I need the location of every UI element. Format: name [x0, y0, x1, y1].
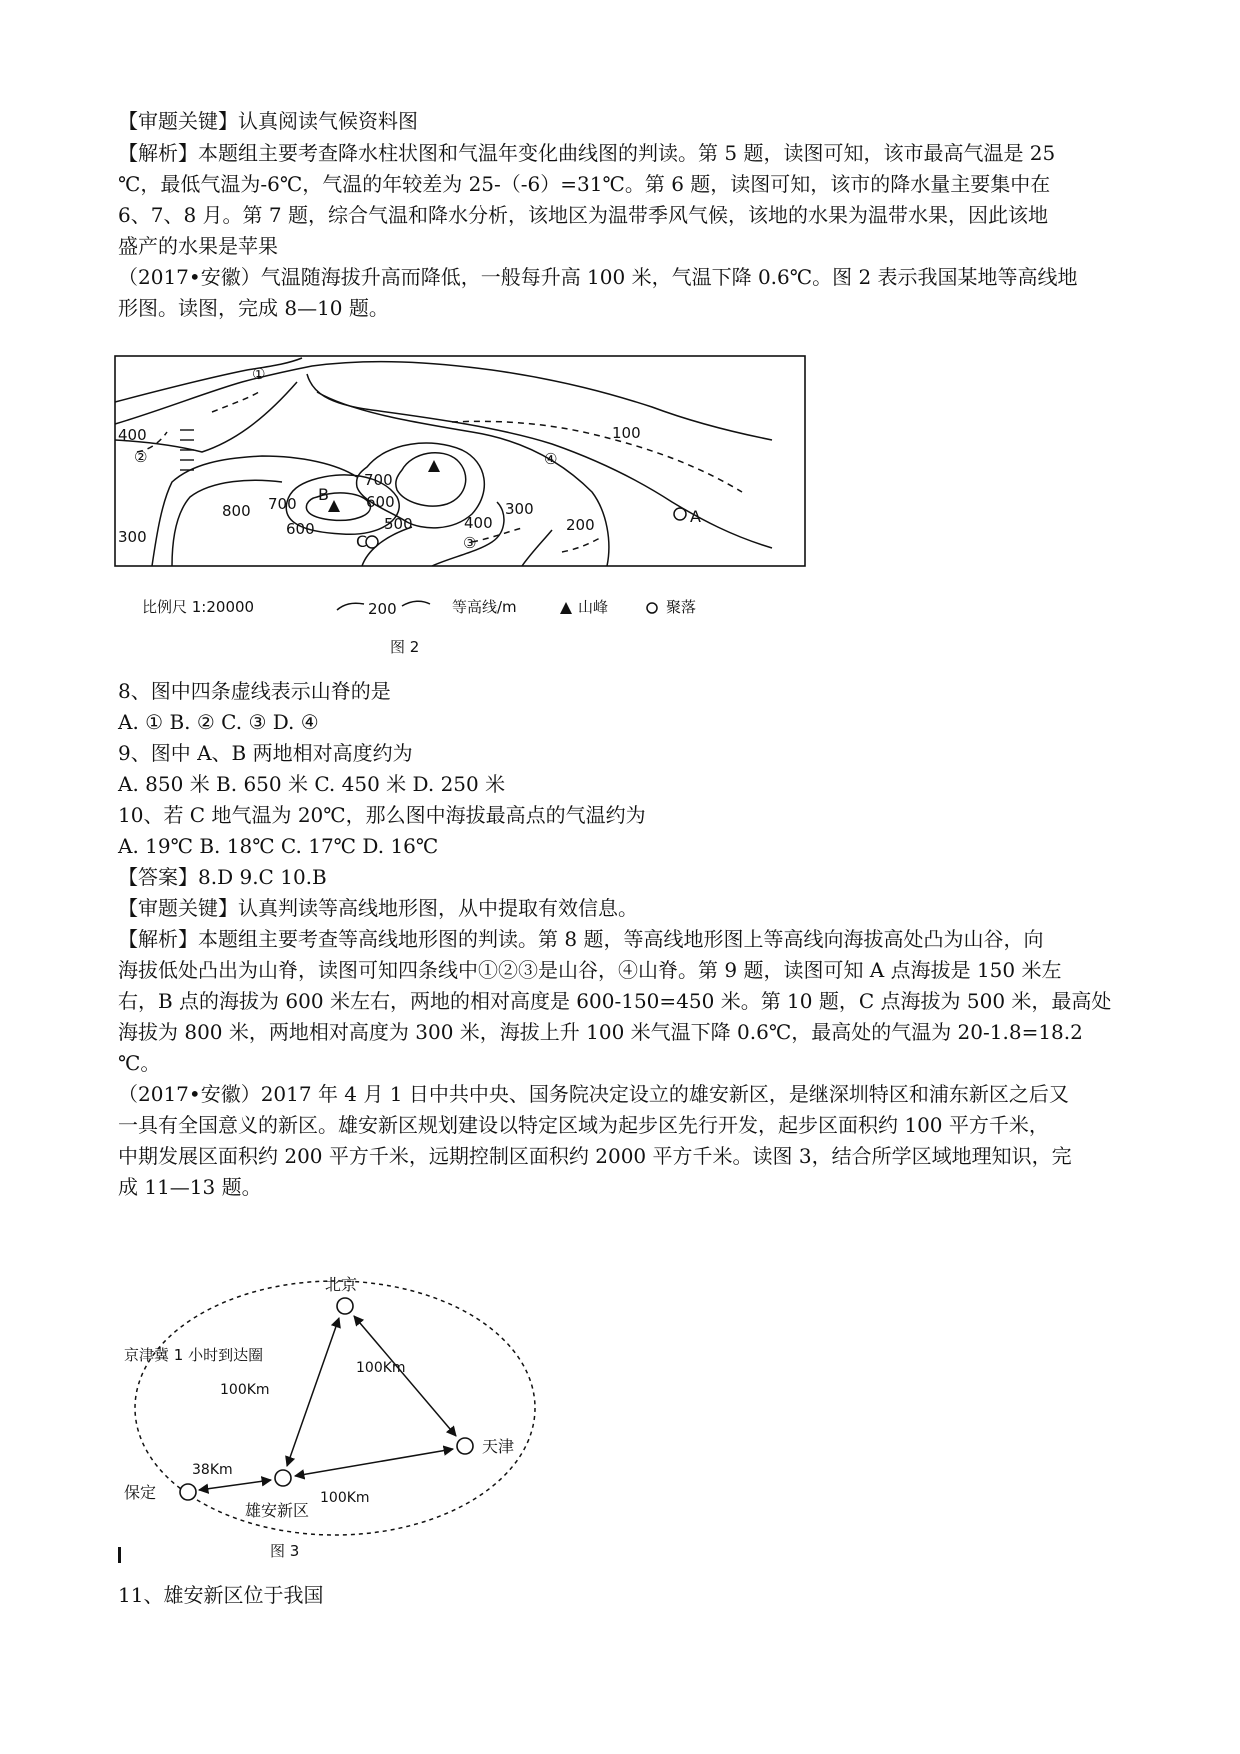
legend-peak-icon: [560, 602, 572, 614]
elevation-label-600-mid: 600: [366, 493, 395, 511]
circle-label-2: ②: [134, 448, 148, 466]
peak-left-marker: [328, 500, 340, 512]
review-key-2: 【审题关键】认真判读等高线地形图，从中提取有效信息。: [118, 896, 638, 920]
tianjin-marker: [457, 1438, 473, 1454]
elevation-label-700-left: 700: [268, 495, 297, 513]
legend-settlement-icon: [647, 603, 657, 613]
beijing-marker: [337, 1298, 353, 1314]
explanation-line-3: 右，B 点的海拔为 600 米左右，两地的相对高度是 600-150=450 米。第 10 题，C 点海拔为 500 米，最高处: [118, 989, 1112, 1013]
explanation-line-2: 海拔低处凸出为山脊，读图可知四条线中①②③是山谷，④山脊。第 9 题，读图可知 A 点海拔是 150 米左: [118, 958, 1062, 982]
intro2-line-2: 一具有全国意义的新区。雄安新区规划建设以特定区域为起步区先行开发，起步区面积约 100 平方千米，: [118, 1113, 1049, 1137]
hachures: [180, 430, 194, 470]
question-11: 11、雄安新区位于我国: [118, 1583, 324, 1607]
settlement-a-marker: [674, 508, 686, 520]
circle-label-3: ③: [463, 534, 477, 552]
peak-middle-marker: [428, 460, 440, 472]
legend-settlement: 聚落: [666, 598, 697, 616]
question-9: 9、图中 A、B 两地相对高度约为: [118, 741, 413, 765]
xiongan-label: 雄安新区: [245, 1501, 310, 1520]
settlement-c-marker: [366, 536, 378, 548]
one-hour-circle-label: 京津冀 1 小时到达圈: [124, 1346, 264, 1364]
circle-label-1: ①: [252, 365, 266, 383]
intro-line-1: （2017•安徽）气温随海拔升高而降低，一般每升高 100 米，气温下降 0.6℃。图 2 表示我国某地等高线地: [118, 265, 1078, 289]
analysis-line-1: 【解析】本题组主要考查降水柱状图和气温年变化曲线图的判读。第 5 题，读图可知，该市最高气温是 25: [118, 141, 1056, 165]
question-8-options: A. ① B. ② C. ③ D. ④: [118, 710, 319, 734]
point-label-b: B: [318, 485, 329, 504]
elevation-label-400-left: 400: [118, 426, 147, 444]
analysis-line-2: ℃，最低气温为-6℃，气温的年较差为 25-（-6）=31℃。第 6 题，读图可知，该市的降水量主要集中在: [118, 172, 1051, 196]
legend-contour: 等高线/m: [452, 598, 517, 616]
elevation-label-100: 100: [612, 424, 641, 442]
intro2-line-1: （2017•安徽）2017 年 4 月 1 日中共中央、国务院决定设立的雄安新区，是继深圳特区和浦东新区之后又: [118, 1082, 1069, 1106]
intro2-line-4: 成 11—13 题。: [118, 1175, 262, 1199]
elevation-label-300-left: 300: [118, 528, 147, 546]
legend-scale: 比例尺 1:20000: [142, 598, 255, 616]
analysis-line-3: 6、7、8 月。第 7 题，综合气温和降水分析，该地区为温带季风气候，该地的水果为温带水果，因此该地: [118, 203, 1048, 227]
arrow-beijing-xiongan: [287, 1318, 339, 1466]
explanation-line-4: 海拔为 800 米，两地相对高度为 300 米，海拔上升 100 米气温下降 0.6℃，最高处的气温为 20-1.8=18.2: [118, 1020, 1083, 1044]
elevation-label-700-mid: 700: [364, 471, 393, 489]
arrow-beijing-tianjin: [354, 1316, 456, 1436]
point-label-a: A: [690, 507, 701, 526]
elevation-label-800: 800: [222, 502, 251, 520]
cursor-mark: [118, 1547, 121, 1563]
beijing-label: 北京: [325, 1275, 358, 1294]
xiongan-region-figure: [120, 1250, 540, 1560]
tianjin-label: 天津: [482, 1437, 515, 1456]
point-label-c: C: [356, 532, 368, 551]
baoding-marker: [180, 1484, 196, 1500]
intro-line-2: 形图。读图，完成 8—10 题。: [118, 296, 389, 320]
distance-xiongan-tianjin: 100Km: [320, 1490, 370, 1506]
figure-3-caption: 图 3: [270, 1542, 300, 1560]
elevation-label-400-right: 400: [464, 514, 493, 532]
question-9-options: A. 850 米 B. 650 米 C. 450 米 D. 250 米: [118, 772, 506, 796]
contour-lines: [115, 358, 772, 566]
explanation-line-1: 【解析】本题组主要考查等高线地形图的判读。第 8 题，等高线地形图上等高线向海拔高处凸为山谷，向: [118, 927, 1044, 951]
elevation-label-200: 200: [566, 516, 595, 534]
legend-contour-line-left: [337, 603, 364, 610]
distance-baoding-xiongan: 38Km: [192, 1462, 233, 1478]
map-legend: [142, 598, 696, 618]
xiongan-marker: [275, 1470, 291, 1486]
distance-beijing-xiongan: 100Km: [220, 1382, 270, 1398]
distance-beijing-tianjin: 100Km: [356, 1360, 406, 1376]
elevation-label-500: 500: [384, 515, 413, 533]
legend-peak: 山峰: [578, 598, 609, 616]
explanation-line-5: ℃。: [118, 1051, 161, 1075]
intro2-line-3: 中期发展区面积约 200 平方千米，远期控制区面积约 2000 平方千米。读图 3，结合所学区域地理知识，完: [118, 1144, 1072, 1168]
question-10: 10、若 C 地气温为 20℃，那么图中海拔最高点的气温约为: [118, 803, 646, 827]
baoding-label: 保定: [124, 1483, 157, 1502]
elevation-label-600-left: 600: [286, 520, 315, 538]
circle-label-4: ④: [544, 450, 558, 468]
question-10-options: A. 19℃ B. 18℃ C. 17℃ D. 16℃: [118, 834, 439, 858]
elevation-label-300-right: 300: [505, 500, 534, 518]
figure-2-caption: 图 2: [390, 638, 420, 656]
review-key-1: 【审题关键】认真阅读气候资料图: [118, 109, 418, 133]
arrow-xiongan-tianjin: [295, 1449, 453, 1476]
legend-contour-line-right: [402, 601, 430, 606]
contour-map-figure: [112, 352, 812, 668]
arrow-baoding-xiongan: [199, 1480, 271, 1490]
answer-line: 【答案】8.D 9.C 10.B: [118, 865, 327, 889]
question-8: 8、图中四条虚线表示山脊的是: [118, 679, 391, 703]
legend-contour-value: 200: [368, 600, 397, 618]
analysis-line-4: 盛产的水果是苹果: [118, 234, 278, 258]
